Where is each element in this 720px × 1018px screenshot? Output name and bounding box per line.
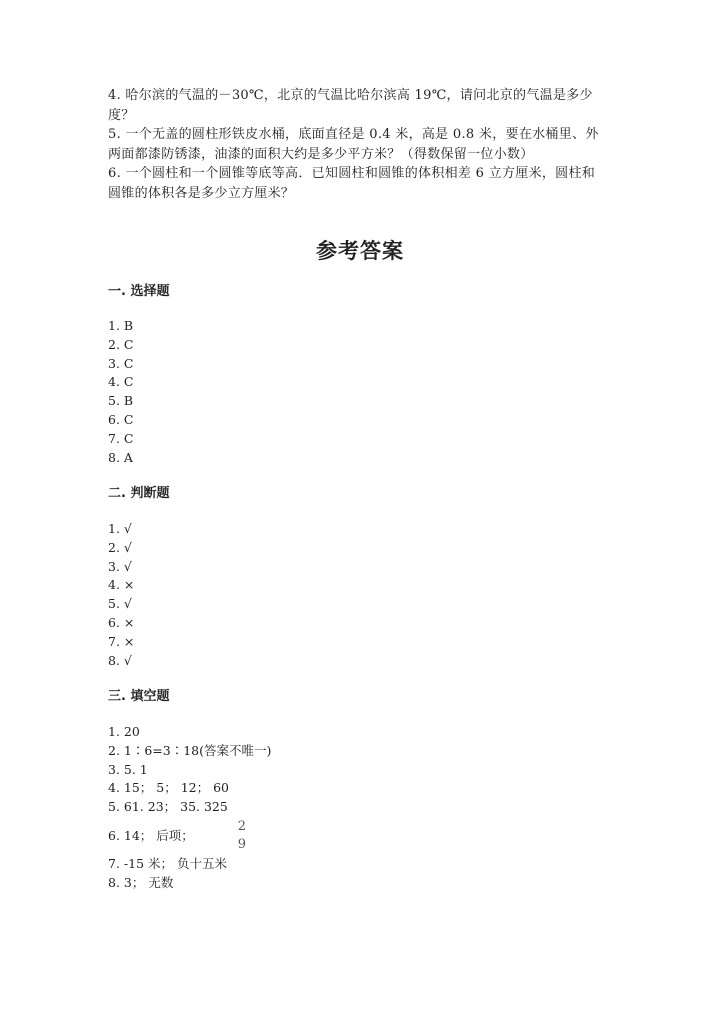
choice-answer-3: 3. C [108,355,134,371]
section-heading-choice: 一. 选择题 [108,284,170,299]
problem-list [108,86,608,203]
judge-answer-5: 5. √ [108,596,132,612]
fill-answer-6: 6. 14； 后项； [108,827,194,843]
section-heading-judge: 二. 判断题 [108,486,170,501]
section-heading-fill: 三. 填空题 [108,689,170,704]
fill-answer-7: 7. -15 米； 负十五米 [108,855,227,871]
choice-answer-6: 6. C [108,411,134,427]
fill-answer-8: 8. 3； 无数 [108,874,174,890]
judge-answer-7: 7. × [108,633,135,649]
fraction [238,820,246,852]
fill-answer-1: 1. 20 [108,724,140,739]
judge-answer-list [108,520,134,670]
judge-answer-3: 3. √ [108,558,132,574]
fill-answer-list [108,723,271,893]
choice-answer-4: 4. C [108,374,134,390]
problem-4: 4. 哈尔滨的气温的－30℃，北京的气温比哈尔滨高 19℃，请问北京的气温是多少度？ [108,88,593,123]
choice-answer-list [108,317,133,467]
fill-answer-5: 5. 61. 23； 35. 325 [108,799,228,815]
problem-5: 5. 一个无盖的圆柱形铁皮水桶，底面直径是 0.4 米，高是 0.8 米，要在水桶里、外两面都漆防锈漆，油漆的面积大约是多少平方米？（得数保留一位小数） [108,127,599,162]
fill-answer-6-row [108,817,271,855]
judge-answer-1: 1. √ [108,521,132,536]
choice-answer-2: 2. C [108,336,134,352]
judge-answer-2: 2. √ [108,539,132,555]
judge-answer-4: 4. × [108,577,135,593]
fill-answer-4: 4. 15； 5； 12； 60 [108,780,229,796]
choice-answer-5: 5. B [108,393,134,409]
judge-answer-6: 6. × [108,614,135,630]
fill-answer-3: 3. 5. 1 [108,761,148,777]
fraction-denominator: 9 [237,836,247,852]
fill-answer-2: 2. 1∶6=3∶18(答案不唯一) [108,742,272,758]
choice-answer-1: 1. B [108,318,134,333]
answer-title: 参考答案 [316,239,404,263]
choice-answer-8: 8. A [108,449,133,465]
problem-6: 6. 一个圆柱和一个圆锥等底等高．已知圆柱和圆锥的体积相差 6 立方厘米，圆柱和圆锥的体积各是多少立方厘米？ [108,166,596,201]
choice-answer-7: 7. C [108,430,134,446]
fraction-numerator: 2 [237,818,247,834]
judge-answer-8: 8. √ [108,652,132,668]
